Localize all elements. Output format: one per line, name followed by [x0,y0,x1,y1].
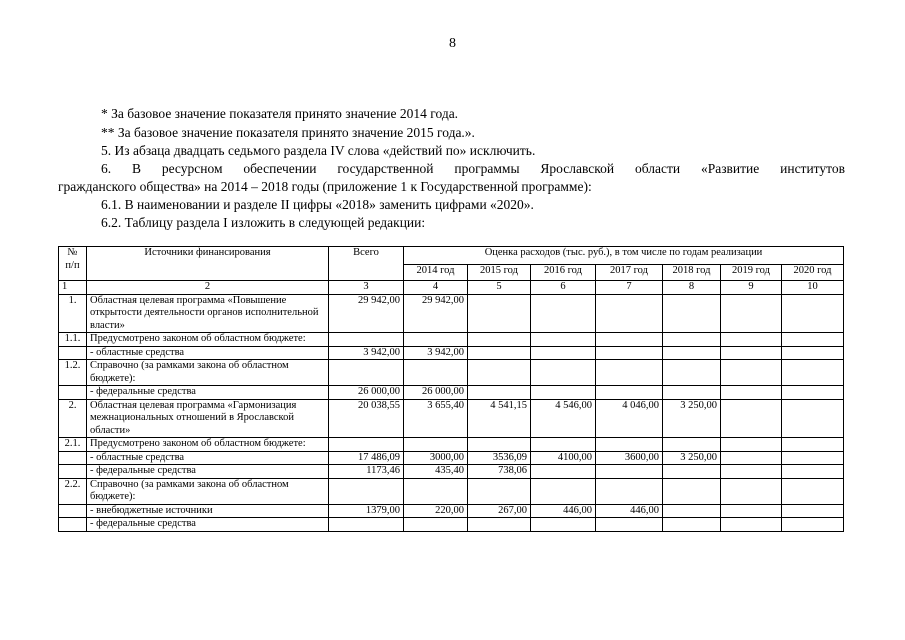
table-row [59,333,844,347]
row-2016 [531,346,596,360]
row-2016 [531,478,596,504]
row-source: - федеральные средства [87,518,329,532]
row-2014: 29 942,00 [404,294,468,333]
row-2019 [721,360,782,386]
table-row [59,294,844,333]
column-number: 1 [59,281,87,295]
row-2020 [782,360,844,386]
row-2018 [663,438,721,452]
row-total: 3 942,00 [329,346,404,360]
row-2018: 3 250,00 [663,399,721,438]
header-number: № п/п [59,247,87,281]
page-number: 8 [449,36,456,51]
row-source: Предусмотрено законом об областном бюджете: [87,438,329,452]
row-2017 [596,438,663,452]
row-number: 2. [59,399,87,438]
row-2018 [663,360,721,386]
row-2015 [468,346,531,360]
table-row [59,504,844,518]
row-2019 [721,478,782,504]
row-source: - областные средства [87,346,329,360]
row-2019 [721,465,782,479]
row-number [59,465,87,479]
paragraph-footnote-1: * За базовое значение показателя принято значение 2014 года. [101,106,459,121]
row-2014 [404,438,468,452]
row-2019 [721,518,782,532]
table-row [59,465,844,479]
row-2015 [468,386,531,400]
row-total: 1173,46 [329,465,404,479]
row-2015: 267,00 [468,504,531,518]
table-row [59,399,844,438]
row-2020 [782,478,844,504]
row-2014 [404,333,468,347]
row-2018 [663,504,721,518]
row-2016: 446,00 [531,504,596,518]
row-2019 [721,333,782,347]
row-2016 [531,465,596,479]
column-number: 7 [596,281,663,295]
row-number: 1.1. [59,333,87,347]
header-year: 2016 год [531,265,596,281]
row-2015 [468,438,531,452]
row-number [59,451,87,465]
row-2016: 4100,00 [531,451,596,465]
column-number: 9 [721,281,782,295]
row-number: 2.1. [59,438,87,452]
table-row [59,478,844,504]
row-number [59,346,87,360]
row-2014 [404,360,468,386]
row-2015: 738,06 [468,465,531,479]
row-2014: 3000,00 [404,451,468,465]
row-2020 [782,399,844,438]
column-number: 6 [531,281,596,295]
row-2018 [663,333,721,347]
row-2020 [782,438,844,452]
row-2017 [596,478,663,504]
paragraph-item-6-line-1: 6. В ресурсном обеспечении государственной программы Ярославской области «Развитие институтов [101,161,845,176]
row-2017: 4 046,00 [596,399,663,438]
header-year: 2020 год [782,265,844,281]
row-total: 1379,00 [329,504,404,518]
row-source: Справочно (за рамками закона об областном бюджете): [87,360,329,386]
row-2019 [721,438,782,452]
row-2018 [663,346,721,360]
row-2017 [596,386,663,400]
row-2017 [596,465,663,479]
row-source: Областная целевая программа «Гармонизация межнациональных отношений в Ярославской области» [87,399,329,438]
row-number: 1.2. [59,360,87,386]
row-2020 [782,518,844,532]
row-2019 [721,399,782,438]
row-2019 [721,346,782,360]
row-source: - внебюджетные источники [87,504,329,518]
header-year: 2019 год [721,265,782,281]
row-2019 [721,294,782,333]
row-number [59,386,87,400]
row-total [329,478,404,504]
row-total [329,333,404,347]
header-year: 2015 год [468,265,531,281]
row-2017: 3600,00 [596,451,663,465]
row-2017: 446,00 [596,504,663,518]
row-2020 [782,504,844,518]
column-number: 4 [404,281,468,295]
row-2020 [782,333,844,347]
table-row [59,386,844,400]
row-2019 [721,504,782,518]
row-total [329,518,404,532]
row-total [329,438,404,452]
row-number: 2.2. [59,478,87,504]
row-source: - федеральные средства [87,386,329,400]
resource-table [58,246,844,532]
header-source: Источники финансирования [87,247,329,281]
paragraph-item-6-2: 6.2. Таблицу раздела I изложить в следующей редакции: [101,215,426,230]
row-source: - областные средства [87,451,329,465]
row-2014: 435,40 [404,465,468,479]
column-number: 5 [468,281,531,295]
row-2015 [468,333,531,347]
row-2015 [468,360,531,386]
header-estimate: Оценка расходов (тыс. руб.), в том числе по годам реализации [404,247,844,265]
row-2020 [782,386,844,400]
table-row [59,438,844,452]
column-number: 3 [329,281,404,295]
paragraph-item-5: 5. Из абзаца двадцать седьмого раздела IV слова «действий по» исключить. [101,143,536,158]
row-2016 [531,438,596,452]
row-2017 [596,518,663,532]
table-row [59,451,844,465]
row-2014 [404,478,468,504]
row-2020 [782,346,844,360]
header-total: Всего [329,247,404,281]
row-2019 [721,386,782,400]
row-2014 [404,518,468,532]
row-2018 [663,518,721,532]
row-2017 [596,294,663,333]
table-row [59,360,844,386]
row-2015 [468,478,531,504]
row-2014: 3 942,00 [404,346,468,360]
row-2020 [782,451,844,465]
row-2017 [596,333,663,347]
row-2014: 26 000,00 [404,386,468,400]
row-2018 [663,478,721,504]
row-2018 [663,386,721,400]
header-year: 2017 год [596,265,663,281]
table-row [59,346,844,360]
row-total [329,360,404,386]
row-number [59,504,87,518]
row-number [59,518,87,532]
row-2020 [782,465,844,479]
paragraph-footnote-2: ** За базовое значение показателя принято значение 2015 года.». [101,125,475,140]
row-total: 17 486,09 [329,451,404,465]
row-total: 20 038,55 [329,399,404,438]
row-2016 [531,360,596,386]
row-2018 [663,465,721,479]
row-total: 26 000,00 [329,386,404,400]
row-2015: 3536,09 [468,451,531,465]
row-2014: 3 655,40 [404,399,468,438]
row-2016 [531,386,596,400]
row-2020 [782,294,844,333]
row-2015: 4 541,15 [468,399,531,438]
header-year: 2018 год [663,265,721,281]
paragraph-item-6-1: 6.1. В наименовании и разделе II цифры «2018» заменить цифрами «2020». [101,197,534,212]
row-2015 [468,294,531,333]
row-source: - федеральные средства [87,465,329,479]
row-2019 [721,451,782,465]
row-2017 [596,346,663,360]
row-total: 29 942,00 [329,294,404,333]
row-2014: 220,00 [404,504,468,518]
row-2016 [531,294,596,333]
row-source: Справочно (за рамками закона об областном бюджете): [87,478,329,504]
column-number: 8 [663,281,721,295]
row-2016 [531,333,596,347]
row-source: Областная целевая программа «Повышение открытости деятельности органов исполнительной власти» [87,294,329,333]
column-number: 2 [87,281,329,295]
row-number: 1. [59,294,87,333]
row-2018: 3 250,00 [663,451,721,465]
row-2017 [596,360,663,386]
table-row [59,518,844,532]
column-number: 10 [782,281,844,295]
row-2016 [531,518,596,532]
paragraph-item-6-line-2: гражданского общества» на 2014 – 2018 годы (приложение 1 к Государственной программе): [58,179,592,194]
header-year: 2014 год [404,265,468,281]
row-2015 [468,518,531,532]
row-2016: 4 546,00 [531,399,596,438]
row-2018 [663,294,721,333]
row-source: Предусмотрено законом об областном бюджете: [87,333,329,347]
